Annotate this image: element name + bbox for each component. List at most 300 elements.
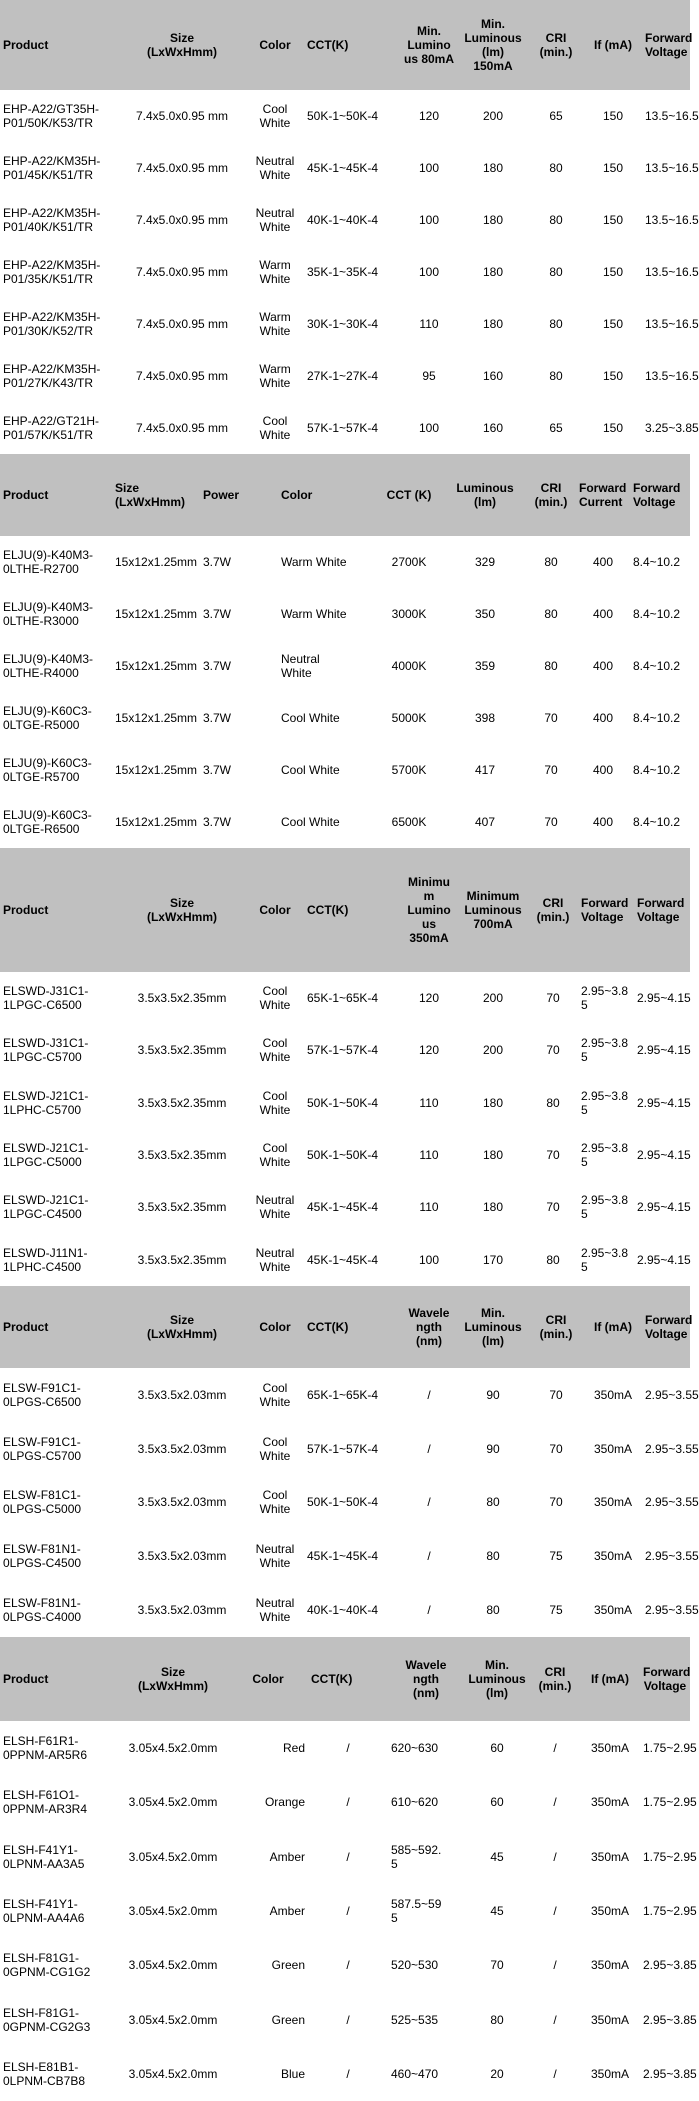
table-cell: 150 [602,265,624,279]
product-cell: EHP-A22/GT35H- P01/50K/K53/TR [3,102,100,130]
table-cell: 2.95~4.15 [637,991,691,1006]
table-cell: 45K-1~45K-4 [307,1252,379,1267]
table-cell: 150 [602,213,624,227]
table-cell: 520~530 [391,1958,439,1973]
table-cell: 3.5x3.5x2.35mm [137,1043,227,1058]
product-cell: ELJU(9)-K40M3- 0LTHE-R4000 [3,652,94,680]
product-cell: ELSWD-J21C1- 1LPGC-C5000 [3,1141,89,1170]
header-cell: Minimum Luminous 700mA [464,889,522,931]
table-row [0,1129,690,1181]
table-row [0,1234,690,1286]
table-cell: 2.95~4.15 [637,1043,691,1058]
product-cell: ELSH-F81G1- 0GPNM-CG1G2 [3,1951,91,1980]
header-cell: CRI (min.) [538,1665,572,1693]
table-cell: 15x12x1.25mm [115,555,198,569]
table-cell: 80 [549,213,563,227]
product-cell: ELSW-F81C1- 0LPGS-C5000 [3,1488,82,1517]
table-cell: 70 [544,763,558,777]
table-cell: / [346,1795,350,1810]
table-cell: 50K-1~50K-4 [307,1495,379,1510]
table-row [0,972,690,1024]
table-cell: 3.7W [203,555,232,569]
table-cell: 7.4x5.0x0.95 mm [135,109,229,123]
table-cell: 610~620 [391,1795,439,1810]
table-cell: 80 [490,2012,504,2027]
table-cell: 350 [474,607,496,621]
table-cell: 2.95~4.15 [637,1148,691,1163]
table-cell: 57K-1~57K-4 [307,1441,379,1456]
table-row [0,142,699,194]
table-cell: 8.4~10.2 [633,815,681,829]
table-cell: Neutral White [255,206,295,234]
table-cell: 3.05x4.5x2.0mm [128,1849,218,1864]
spec-table-5 [0,1637,697,2101]
table-cell: 80 [549,369,563,383]
table-cell: / [346,2066,350,2081]
table-cell: Green [271,2012,305,2027]
table-cell: 525~535 [391,2012,439,2027]
header-cell: Color [259,903,291,917]
table-cell: 2.95~3.8 5 [581,1245,629,1274]
table-cell: 90 [486,1441,500,1456]
table-row [0,1775,697,1829]
table-cell: 7.4x5.0x0.95 mm [135,265,229,279]
table-row [0,2047,697,2101]
table-cell: 13.5~16.5 [645,161,699,175]
table-header [0,0,693,90]
table-cell: 200 [482,109,504,123]
table-cell: 80 [544,555,558,569]
table-cell: Cool White [259,1036,291,1065]
table-cell: Warm White [259,362,291,390]
table-cell: 45K-1~45K-4 [307,161,379,175]
table-cell: 50K-1~50K-4 [307,1148,379,1163]
product-cell: ELSWD-J21C1- 1LPHC-C5700 [3,1088,89,1117]
table-cell: 27K-1~27K-4 [307,369,379,383]
table-row [0,1077,690,1129]
product-cell: ELJU(9)-K60C3- 0LTGE-R5000 [3,704,92,732]
product-cell: ELSW-F81N1- 0LPGS-C4000 [3,1596,82,1625]
table-cell: 200 [482,991,504,1006]
table-cell: Cool White [259,414,291,442]
product-cell: ELJU(9)-K60C3- 0LTGE-R5700 [3,756,92,784]
table-cell: 2.95~3.55 [645,1387,699,1402]
table-cell: 3.5x3.5x2.03mm [137,1441,227,1456]
header-cell: Wavele ngth (nm) [405,1658,447,1700]
table-row [0,1476,699,1530]
product-cell: ELJU(9)-K40M3- 0LTHE-R2700 [3,548,94,576]
table-cell: 620~630 [391,1741,439,1756]
product-cell: EHP-A22/KM35H- P01/27K/K43/TR [3,362,101,390]
table-cell: 8.4~10.2 [633,555,681,569]
table-row [0,402,699,454]
table-cell: 30K-1~30K-4 [307,317,379,331]
table-cell: 2.95~4.15 [637,1200,691,1215]
table-cell: 8.4~10.2 [633,763,681,777]
table-cell: 65 [549,421,563,435]
table-cell: Cool White [259,1488,291,1517]
table-row [0,246,699,298]
table-row [0,1024,690,1076]
product-cell: ELSH-F61O1- 0PPNM-AR3R4 [3,1788,88,1817]
table-cell: 80 [544,607,558,621]
table-cell: 7.4x5.0x0.95 mm [135,421,229,435]
table-cell: Cool White [259,1141,291,1170]
header-cell: Wavele ngth (nm) [408,1306,450,1348]
table-row [0,796,690,848]
table-cell: Orange [264,1795,305,1810]
table-row [0,1529,699,1583]
table-cell: 2.95~3.8 5 [581,1088,629,1117]
table-row [0,298,699,350]
table-cell: 3.5x3.5x2.35mm [137,1095,227,1110]
table-cell: 3.7W [203,815,232,829]
header-cell: Forward Voltage [643,1665,691,1693]
table-cell: Blue [280,2066,305,2081]
table-cell: 2.95~3.8 5 [581,1141,629,1170]
table-row [0,90,699,142]
table-cell: 400 [592,607,614,621]
table-cell: 8.4~10.2 [633,607,681,621]
table-cell: 180 [482,317,504,331]
header-cell: Size (LxWxHmm) [137,1665,208,1693]
header-cell: Color [252,1672,284,1686]
table-cell: 7.4x5.0x0.95 mm [135,213,229,227]
table-header [0,848,690,972]
product-cell: ELSH-E81B1- 0LPNM-CB7B8 [3,2059,86,2088]
table-cell: 70 [549,1441,563,1456]
table-cell: 1.75~2.95 [643,1741,697,1756]
table-cell: Neutral White [255,1596,295,1625]
table-cell: 160 [482,369,504,383]
table-cell: 5700K [391,763,427,777]
table-cell: 350mA [593,1387,633,1402]
table-cell: 350mA [590,1958,630,1973]
table-cell: Cool White [281,815,340,829]
table-cell: 180 [482,265,504,279]
table-cell: Amber [269,1849,305,1864]
table-cell: 13.5~16.5 [645,369,699,383]
table-cell: 2.95~3.55 [645,1495,699,1510]
spec-table-3 [0,848,690,1286]
table-cell: 3.5x3.5x2.35mm [137,1252,227,1267]
table-cell: 110 [419,1095,439,1110]
table-cell: 3.5x3.5x2.35mm [137,991,227,1006]
table-cell: 2.95~3.55 [645,1603,699,1618]
product-cell: ELSH-F41Y1- 0LPNM-AA4A6 [3,1896,85,1925]
table-cell: 3.7W [203,659,232,673]
table-cell: 13.5~16.5 [645,213,699,227]
table-cell: 3.05x4.5x2.0mm [128,2066,218,2081]
product-cell: ELSW-F81N1- 0LPGS-C4500 [3,1542,82,1571]
header-cell: Size (LxWxHmm) [146,31,217,59]
table-row [0,536,690,588]
table-cell: Neutral White [255,1245,295,1274]
table-cell: Warm White [259,310,291,338]
table-cell: 100 [418,213,440,227]
table-row [0,692,690,744]
table-cell: 350mA [590,1795,630,1810]
table-cell: 150 [602,421,624,435]
table-cell: 45K-1~45K-4 [307,1200,379,1215]
table-cell: 15x12x1.25mm [115,763,198,777]
product-cell: ELSWD-J31C1- 1LPGC-C5700 [3,1036,89,1065]
table-cell: 60 [490,1741,504,1756]
table-cell: 45K-1~45K-4 [307,1549,379,1564]
table-cell: 65 [549,109,563,123]
table-cell: / [553,1903,557,1918]
table-cell: Neutral White [281,652,320,680]
header-cell: Product [3,38,49,52]
table-row [0,1181,690,1233]
table-cell: 45 [490,1849,504,1864]
header-cell: CCT(K) [307,1320,349,1334]
table-cell: 180 [482,1148,504,1163]
product-cell: ELSWD-J21C1- 1LPGC-C4500 [3,1193,89,1222]
table-cell: 60 [490,1795,504,1810]
table-cell: Cool White [259,102,291,130]
table-cell: 7.4x5.0x0.95 mm [135,317,229,331]
table-cell: 20 [490,2066,504,2081]
table-cell: 95 [422,369,436,383]
table-cell: 2.95~3.85 [643,2012,697,2027]
table-cell: / [553,2066,557,2081]
table-cell: / [427,1441,431,1456]
table-cell: 350mA [590,1741,630,1756]
table-cell: 2.95~3.8 5 [581,984,629,1013]
table-cell: 460~470 [391,2066,439,2081]
table-cell: 15x12x1.25mm [115,815,198,829]
table-cell: 3000K [391,607,427,621]
table-header [0,1637,690,1721]
table-cell: 70 [546,1148,560,1163]
table-cell: 329 [474,555,496,569]
table-cell: 7.4x5.0x0.95 mm [135,369,229,383]
table-cell: / [553,1849,557,1864]
table-cell: 70 [546,991,560,1006]
table-cell: 3.5x3.5x2.03mm [137,1387,227,1402]
table-cell: 80 [486,1603,500,1618]
header-cell: Product [3,903,49,917]
header-cell: Min. Luminous (lm) [468,1658,526,1700]
header-cell: Forward Current [579,481,627,509]
table-header [0,454,690,536]
table-cell: 100 [418,265,440,279]
product-cell: EHP-A22/KM35H- P01/30K/K52/TR [3,310,101,338]
table-cell: 80 [486,1549,500,1564]
table-row [0,1830,697,1884]
table-cell: 70 [490,1958,504,1973]
table-cell: / [427,1549,431,1564]
header-cell: Forward Voltage [581,896,629,924]
table-cell: 417 [474,763,496,777]
table-cell: / [427,1387,431,1402]
table-cell: / [346,1849,350,1864]
table-cell: 15x12x1.25mm [115,607,198,621]
header-cell: Size (LxWxHmm) [115,481,186,509]
product-cell: ELJU(9)-K60C3- 0LTGE-R6500 [3,808,92,836]
table-cell: 13.5~16.5 [645,109,699,123]
table-cell: 4000K [391,659,427,673]
table-cell: 70 [544,711,558,725]
table-cell: 90 [486,1387,500,1402]
table-cell: Neutral White [255,1542,295,1571]
product-cell: EHP-A22/KM35H- P01/35K/K51/TR [3,258,101,286]
product-cell: ELSH-F41Y1- 0LPNM-AA3A5 [3,1842,85,1871]
table-cell: / [346,1903,350,1918]
table-cell: 350mA [593,1603,633,1618]
table-row [0,194,699,246]
table-cell: 70 [546,1043,560,1058]
table-cell: Warm White [281,555,347,569]
table-cell: 400 [592,659,614,673]
table-cell: 13.5~16.5 [645,317,699,331]
table-cell: Cool White [259,1088,291,1117]
table-cell: 80 [549,317,563,331]
table-cell: 57K-1~57K-4 [307,1043,379,1058]
table-cell: 2.95~3.85 [643,1958,697,1973]
header-cell: CCT(K) [307,903,349,917]
table-row [0,1583,699,1637]
table-cell: 6500K [391,815,427,829]
header-cell: CRI (min.) [534,481,568,509]
table-cell: 75 [549,1549,563,1564]
header-cell: Size (LxWxHmm) [146,1313,217,1341]
table-row [0,588,690,640]
table-cell: Cool White [259,1380,291,1409]
table-cell: 400 [592,555,614,569]
table-cell: 57K-1~57K-4 [307,421,379,435]
table-cell: / [346,1958,350,1973]
table-cell: 2700K [391,555,427,569]
table-row [0,350,699,402]
table-cell: 398 [474,711,496,725]
table-cell: 80 [549,161,563,175]
table-cell: Warm White [259,258,291,286]
header-cell: CRI (min.) [536,896,570,924]
product-cell: ELSWD-J31C1- 1LPGC-C6500 [3,984,89,1013]
table-row [0,1368,699,1422]
table-cell: 3.5x3.5x2.35mm [137,1148,227,1163]
table-cell: / [427,1495,431,1510]
table-cell: 3.25~3.85 [645,421,699,435]
table-row [0,1938,697,1992]
table-cell: 5000K [391,711,427,725]
table-cell: 359 [474,659,496,673]
table-cell: / [346,2012,350,2027]
table-cell: 110 [419,317,439,331]
table-row [0,1992,697,2046]
table-cell: 3.05x4.5x2.0mm [128,1903,218,1918]
table-cell: 65K-1~65K-4 [307,1387,379,1402]
header-cell: Min. Luminous (lm) 150mA [464,17,522,73]
table-cell: 180 [482,213,504,227]
table-cell: 180 [482,1200,504,1215]
product-cell: ELSW-F91C1- 0LPGS-C5700 [3,1434,82,1463]
spec-table-1 [0,0,699,454]
table-cell: 75 [549,1603,563,1618]
header-cell: CCT (K) [386,488,432,502]
table-cell: 587.5~59 5 [391,1896,442,1925]
header-cell: Product [3,488,49,502]
table-cell: Cool White [259,984,291,1013]
table-cell: 1.75~2.95 [643,1849,697,1864]
product-cell: EHP-A22/KM35H- P01/45K/K51/TR [3,154,101,182]
table-cell: Cool White [281,711,340,725]
product-cell: ELSW-F91C1- 0LPGS-C6500 [3,1380,82,1409]
table-cell: 100 [418,1252,440,1267]
header-cell: Color [259,38,291,52]
product-cell: ELSWD-J11N1- 1LPHC-C4500 [3,1245,88,1274]
table-cell: 100 [418,421,440,435]
table-cell: 585~592. 5 [391,1842,442,1871]
table-row [0,1721,697,1775]
table-cell: Neutral White [255,1193,295,1222]
header-cell: Color [281,488,313,502]
header-cell: Product [3,1672,49,1686]
product-cell: EHP-A22/KM35H- P01/40K/K51/TR [3,206,101,234]
table-cell: 110 [419,1148,439,1163]
table-cell: / [427,1603,431,1618]
table-cell: 400 [592,711,614,725]
table-cell: 1.75~2.95 [643,1795,697,1810]
header-cell: Product [3,1320,49,1334]
table-cell: / [553,1795,557,1810]
spec-table-2 [0,454,690,848]
table-cell: 15x12x1.25mm [115,659,198,673]
table-cell: 2.95~4.15 [637,1095,691,1110]
product-cell: EHP-A22/GT21H- P01/57K/K51/TR [3,414,100,442]
header-cell: If (mA) [594,1320,632,1334]
table-cell: 3.7W [203,711,232,725]
table-cell: 350mA [590,1849,630,1864]
table-cell: 2.95~3.55 [645,1441,699,1456]
table-cell: 40K-1~40K-4 [307,1603,379,1618]
header-cell: Forward Voltage [633,481,681,509]
header-cell: CCT(K) [311,1672,353,1686]
product-cell: ELSH-F61R1- 0PPNM-AR5R6 [3,1734,88,1763]
table-cell: 400 [592,815,614,829]
header-cell: Minimu m Lumino us 350mA [407,875,451,945]
table-cell: 350mA [593,1495,633,1510]
table-cell: 35K-1~35K-4 [307,265,379,279]
table-cell: 200 [482,1043,504,1058]
table-cell: 70 [546,1200,560,1215]
header-cell: If (mA) [594,38,632,52]
table-cell: 350mA [593,1549,633,1564]
header-cell: Power [203,488,240,502]
table-cell: 8.4~10.2 [633,659,681,673]
table-row [0,640,690,692]
table-cell: / [553,1958,557,1973]
table-header [0,1286,693,1368]
table-cell: 2.95~3.8 5 [581,1193,629,1222]
product-cell: ELJU(9)-K40M3- 0LTHE-R3000 [3,600,94,628]
table-cell: 80 [546,1095,560,1110]
table-cell: 3.05x4.5x2.0mm [128,1795,218,1810]
table-cell: 170 [482,1252,504,1267]
table-cell: 3.05x4.5x2.0mm [128,1958,218,1973]
table-cell: 120 [418,109,440,123]
table-cell: / [553,2012,557,2027]
table-cell: 110 [419,1200,439,1215]
table-cell: 3.5x3.5x2.03mm [137,1495,227,1510]
table-cell: 80 [486,1495,500,1510]
table-cell: 50K-1~50K-4 [307,109,379,123]
table-row [0,1422,699,1476]
header-cell: Luminous (lm) [456,481,514,509]
table-cell: 3.05x4.5x2.0mm [128,1741,218,1756]
